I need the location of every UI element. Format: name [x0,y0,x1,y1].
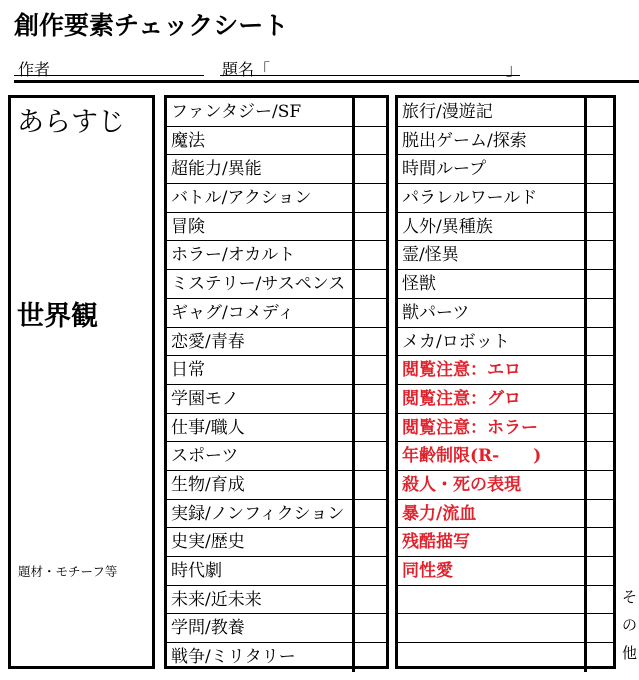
col1-row [167,557,386,586]
col1-checkbox[interactable] [352,385,389,413]
col2-row [398,184,613,213]
col2-row [398,213,613,242]
work-title-field[interactable] [220,75,520,76]
genre-checklist-1 [164,95,389,669]
col1-label: 未来/近未来 [171,589,262,610]
col2-checkbox[interactable] [584,414,616,442]
col2-checkbox[interactable] [584,127,616,155]
col2-checkbox[interactable] [584,643,616,672]
col1-row [167,299,386,328]
col1-checkbox[interactable] [352,328,389,356]
col1-checkbox[interactable] [352,528,389,556]
col2-row [398,500,613,529]
col1-checkbox[interactable] [352,643,389,672]
col1-row [167,127,386,156]
col1-checkbox[interactable] [352,127,389,155]
col2-label: 同性愛 [402,561,453,581]
col2-checkbox[interactable] [584,98,616,126]
col1-label: スポーツ [171,446,239,467]
col1-checkbox[interactable] [352,500,389,528]
col1-row [167,98,386,127]
col2-checkbox[interactable] [584,270,616,298]
col1-row [167,442,386,471]
col2-row [398,471,613,500]
col1-row [167,414,386,443]
col2-label: 閲覧注意：グロ [402,388,521,409]
col1-row [167,586,386,615]
col2-label: 殺人・死の表現 [402,474,521,495]
col2-label: 脱出ゲーム/探索 [402,130,527,151]
col1-row [167,500,386,529]
col1-label: 生物/育成 [171,474,245,495]
col1-row [167,241,386,270]
col2-row [398,643,613,672]
col1-row [167,328,386,357]
sheet-title: 創作要素チェックシート [14,11,289,40]
col1-checkbox[interactable] [352,184,389,212]
col1-label: ホラー/オカルト [171,245,296,266]
col2-label: 暴力/流血 [402,503,477,524]
col2-label: パラレルワールド [402,188,538,209]
col1-label: 戦争/ミリタリー [171,647,296,668]
col1-label: 史実/歴史 [171,532,245,553]
col1-label: ギャグ/コメディ [171,302,295,323]
col2-row [398,385,613,414]
col2-row [398,127,613,156]
col1-label: ファンタジー/SF [171,102,302,122]
col1-checkbox[interactable] [352,241,389,269]
col2-label: 人外/異種族 [402,216,493,237]
col2-row [398,299,613,328]
col2-label: 旅行/漫遊記 [402,102,493,122]
header-divider [14,80,639,83]
col2-checkbox[interactable] [584,586,616,614]
col1-checkbox[interactable] [352,98,389,126]
col1-label: ミステリー/サスペンス [171,274,346,295]
col1-checkbox[interactable] [352,356,389,384]
col1-row [167,614,386,643]
col1-row [167,270,386,299]
col1-checkbox[interactable] [352,270,389,298]
col1-label: 実録/ノンフィクション [171,503,345,524]
col2-checkbox[interactable] [584,557,616,585]
col2-checkbox[interactable] [584,155,616,183]
author-label: 作者 [18,60,51,79]
col1-checkbox[interactable] [352,557,389,585]
col1-row [167,184,386,213]
work-title-close-bracket: 」 [506,60,523,79]
col1-label: 冒険 [171,216,205,237]
col1-row [167,356,386,385]
genre-checklist-2 [395,95,616,669]
col2-label: 時間ループ [402,159,487,180]
col1-label: 恋愛/青春 [171,331,245,352]
col2-checkbox[interactable] [584,213,616,241]
col2-label: 霊/怪異 [402,245,459,266]
other-label-2: の [622,616,638,634]
synopsis-heading: あらすじ [17,107,125,138]
col2-row [398,414,613,443]
col2-row [398,328,613,357]
col1-label: 超能力/異能 [171,159,262,180]
col2-row [398,356,613,385]
col2-label: 年齢制限(R- ) [402,446,542,467]
work-title-label: 題名「 [222,60,271,79]
col2-row [398,270,613,299]
col2-checkbox[interactable] [584,614,616,642]
col2-row [398,98,613,127]
author-field[interactable] [14,75,204,76]
col2-label: 残酷描写 [402,532,470,553]
col2-checkbox[interactable] [584,328,616,356]
col2-checkbox[interactable] [584,241,616,269]
col2-checkbox[interactable] [584,356,616,384]
col1-checkbox[interactable] [352,586,389,614]
col2-checkbox[interactable] [584,299,616,327]
col1-label: 魔法 [171,130,205,151]
col2-label: 怪獣 [402,274,436,295]
col1-checkbox[interactable] [352,614,389,642]
col1-row [167,471,386,500]
col1-row [167,155,386,184]
col2-row [398,241,613,270]
col2-label: 閲覧注意：ホラー [402,417,538,438]
col1-label: バトル/アクション [171,188,312,209]
col2-row [398,155,613,184]
left-panel [8,95,155,669]
other-label-3: 他 [622,644,638,662]
col1-label: 仕事/職人 [171,417,245,438]
col1-checkbox[interactable] [352,213,389,241]
col1-row [167,528,386,557]
col2-checkbox[interactable] [584,500,616,528]
col1-label: 時代劇 [171,561,222,581]
col1-checkbox[interactable] [352,299,389,327]
col1-row [167,643,386,672]
col1-label: 日常 [171,360,205,381]
col2-checkbox[interactable] [584,385,616,413]
col1-checkbox[interactable] [352,471,389,499]
col1-checkbox[interactable] [352,442,389,470]
col1-row [167,385,386,414]
col1-label: 学園モノ [171,388,239,409]
col1-row [167,213,386,242]
col1-checkbox[interactable] [352,155,389,183]
col2-label: 獣パーツ [402,302,470,323]
world-heading: 世界観 [17,301,98,332]
col2-checkbox[interactable] [584,528,616,556]
motif-heading: 題材・モチーフ等 [18,564,118,579]
col2-checkbox[interactable] [584,442,616,470]
col1-checkbox[interactable] [352,414,389,442]
col2-checkbox[interactable] [584,471,616,499]
col2-row [398,614,613,643]
col2-row [398,586,613,615]
col1-label: 学問/教養 [171,618,245,639]
col2-label: 閲覧注意：エロ [402,360,521,381]
col2-row [398,557,613,586]
col2-row [398,528,613,557]
col2-row [398,442,613,471]
other-label-1: そ [622,588,638,606]
col2-label: メカ/ロボット [402,331,510,352]
col2-checkbox[interactable] [584,184,616,212]
